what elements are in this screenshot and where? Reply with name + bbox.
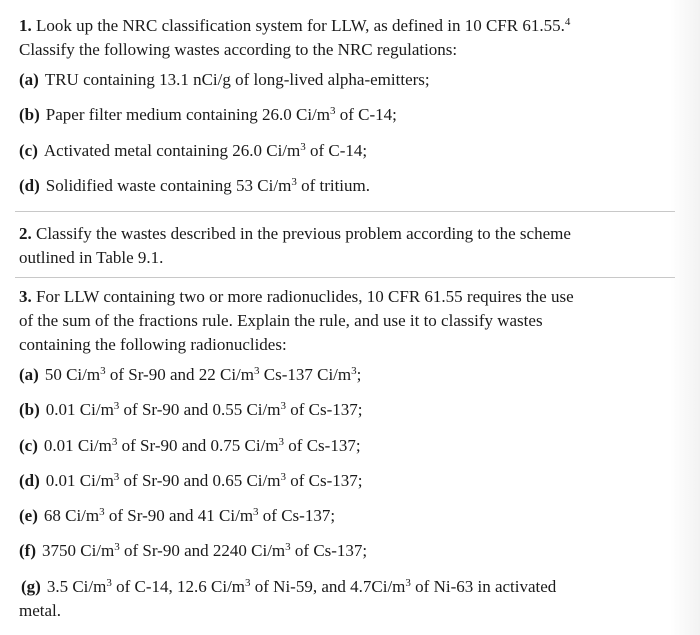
item-text-continued: metal. xyxy=(19,600,62,620)
superscript: 3 xyxy=(280,400,286,413)
item-label: (b) xyxy=(19,400,40,420)
item-text: of C-14; xyxy=(305,140,368,160)
problem-3-line-3: containing the following radionuclides: xyxy=(19,335,287,354)
list-item xyxy=(19,103,679,127)
item-text: Cs-137 Ci/m xyxy=(259,365,352,384)
superscript: 3 xyxy=(99,506,105,519)
item-text: of Ni-59, and 4.7Ci/m xyxy=(250,576,406,596)
item-label: (e) xyxy=(19,506,38,526)
item-text: of Cs-137; xyxy=(258,506,336,526)
item-label: (f) xyxy=(19,541,36,561)
footnote-marker: 4 xyxy=(564,16,571,28)
item-label: (a) xyxy=(19,365,39,384)
problem-1-line-2: Classify the following wastes according to the NRC regulations: xyxy=(19,40,458,59)
item-text: of Sr-90 and 2240 Ci/m xyxy=(119,541,286,561)
problem-2 xyxy=(19,222,679,270)
superscript: 3 xyxy=(291,175,297,188)
superscript: 3 xyxy=(111,435,118,448)
item-text: Activated metal containing 26.0 Ci/m xyxy=(43,140,301,160)
item-text: of Sr-90 and 41 Ci/m xyxy=(104,506,254,526)
item-label: (d) xyxy=(19,175,40,195)
superscript: 3 xyxy=(254,365,260,377)
item-text: Paper filter medium containing 26.0 Ci/m xyxy=(45,105,331,125)
item-text: of Cs-137; xyxy=(285,400,363,420)
item-label: (d) xyxy=(19,470,40,490)
divider xyxy=(15,211,675,212)
problem-3-line-1 xyxy=(19,285,679,309)
item-text: of Sr-90 and 22 Ci/m xyxy=(105,365,254,384)
item-text: 3.5 Ci/m xyxy=(46,576,107,596)
list-item xyxy=(19,139,679,163)
superscript: 3 xyxy=(285,541,291,554)
problem-3-number: 3. xyxy=(19,287,32,306)
list-item xyxy=(19,434,679,458)
problem-2-text: Classify the wastes described in the previous problem according to the scheme xyxy=(36,224,571,243)
superscript: 3 xyxy=(300,140,306,153)
superscript: 3 xyxy=(114,541,120,554)
item-text: of Sr-90 and 0.65 Ci/m xyxy=(119,470,281,490)
list-item xyxy=(21,575,679,623)
problem-2-number: 2. xyxy=(19,224,32,243)
item-text: 0.01 Ci/m xyxy=(43,435,112,455)
item-text: TRU containing 13.1 nCi/g of long-lived alpha-emitters; xyxy=(44,70,430,89)
list-item xyxy=(19,539,679,563)
problem-3 xyxy=(19,285,679,623)
list-item xyxy=(19,174,679,198)
superscript: 3 xyxy=(245,576,251,589)
superscript: 3 xyxy=(278,435,285,448)
problem-1-line-1 xyxy=(19,14,679,38)
list-item xyxy=(19,469,679,493)
problem-3-line-2: of the sum of the fractions rule. Explain the rule, and use it to classify wastes xyxy=(19,311,543,330)
superscript: 3 xyxy=(113,470,120,483)
item-label: (b) xyxy=(19,105,40,125)
superscript: 3 xyxy=(280,470,286,483)
problem-3-text: For LLW containing two or more radionuclides, 10 CFR 61.55 requires the use xyxy=(36,287,574,306)
item-text: of Sr-90 and 0.75 Ci/m xyxy=(117,435,279,455)
problem-1-items xyxy=(19,68,679,198)
list-item xyxy=(19,363,679,387)
item-label: (g) xyxy=(21,576,41,596)
item-text: 50 Ci/m xyxy=(44,365,101,384)
item-text: Solidified waste containing 53 Ci/m xyxy=(45,175,292,195)
item-text: 0.01 Ci/m xyxy=(45,400,114,420)
superscript: 3 xyxy=(330,105,336,118)
page-edge-shadow xyxy=(670,0,700,635)
item-text: 0.01 Ci/m xyxy=(45,470,114,490)
item-text: of Cs-137; xyxy=(285,470,363,490)
item-text: of Cs-137; xyxy=(290,541,368,561)
problem-3-items xyxy=(19,363,679,623)
item-text: of C-14; xyxy=(335,105,397,125)
superscript: 3 xyxy=(100,365,106,377)
problem-1 xyxy=(19,14,679,209)
superscript: 3 xyxy=(253,506,259,519)
item-text: of Sr-90 and 0.55 Ci/m xyxy=(119,400,281,420)
item-text: 3750 Ci/m xyxy=(41,541,115,561)
problem-1-number: 1. xyxy=(19,16,32,35)
superscript: 3 xyxy=(351,365,357,377)
item-text: 68 Ci/m xyxy=(43,506,100,526)
problem-2-line-2: outlined in Table 9.1. xyxy=(19,248,164,267)
item-text: ; xyxy=(356,365,362,384)
list-item xyxy=(19,68,679,92)
item-text: of C-14, 12.6 Ci/m xyxy=(111,576,246,596)
item-label: (a) xyxy=(19,70,39,89)
item-text: of Ni-63 in activated xyxy=(410,576,557,596)
item-text: of Cs-137; xyxy=(284,435,361,455)
divider xyxy=(15,277,675,278)
superscript: 3 xyxy=(405,576,411,589)
superscript: 3 xyxy=(113,400,120,413)
problem-2-line-1 xyxy=(19,222,679,246)
list-item xyxy=(19,398,679,422)
problem-1-text: Look up the NRC classification system for LLW, as defined in 10 CFR 61.55. xyxy=(36,16,565,35)
item-label: (c) xyxy=(19,435,38,455)
item-text: of tritium. xyxy=(296,175,371,195)
item-label: (c) xyxy=(19,140,38,160)
list-item xyxy=(19,504,679,528)
superscript: 3 xyxy=(106,576,112,589)
